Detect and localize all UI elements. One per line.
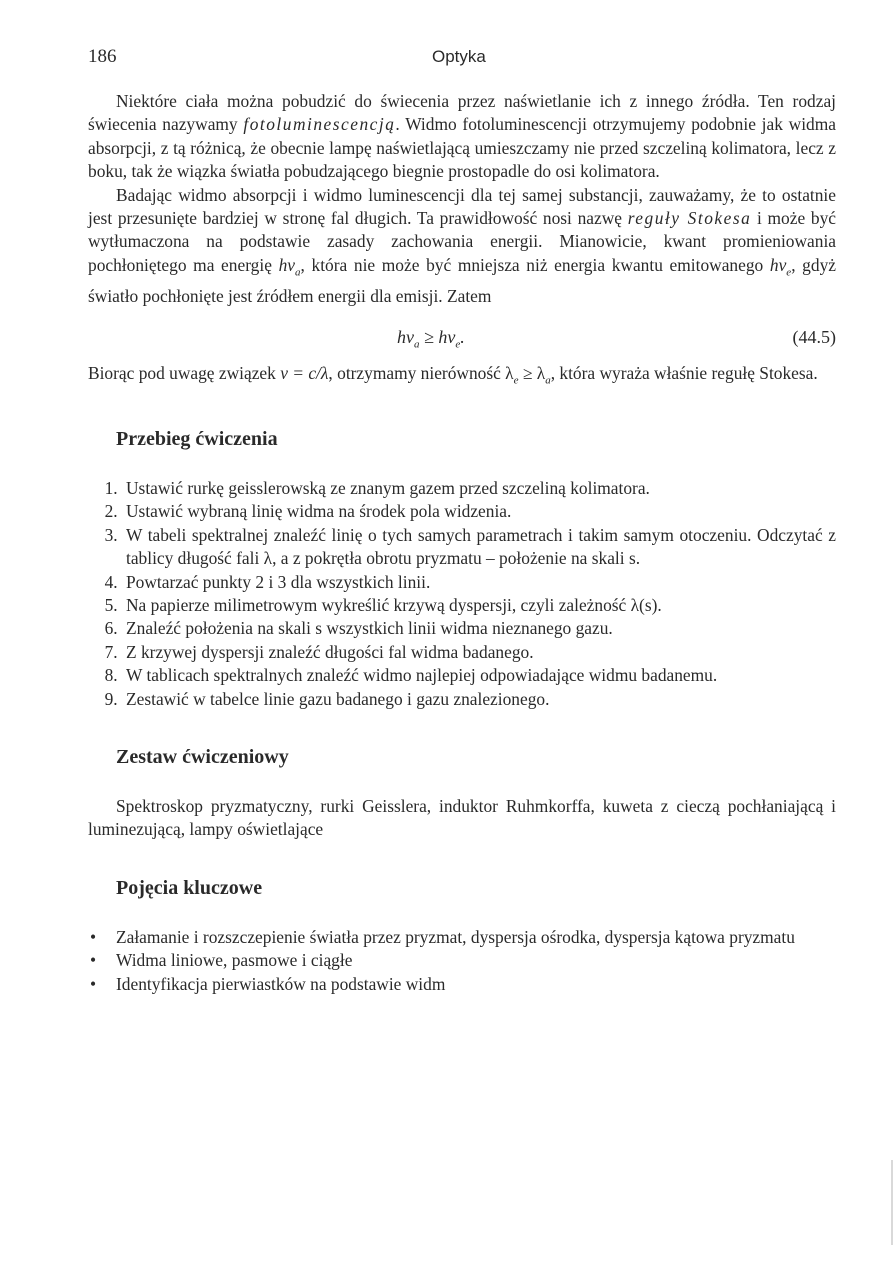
paragraph-inequality: Biorąc pod uwagę związek ν = c/λ, otrzymamy nierówność $\lambda_e \ge \lambda_a$, która wyraża właśnie regułę Stokesa.	[88, 363, 818, 387]
list-item: • Załamanie i rozszczepienie światła przez pryzmat, dyspersja ośrodka, dyspersja kątowa pryzmatu	[116, 926, 836, 949]
list-item: 3. W tabeli spektralnej znaleźć linię o tych samych parametrach i takim samym otoczeniu. Odczytać z tablicy długość fali λ, a z pokrętła obrotu pryzmatu – położenie na skali s.	[122, 524, 836, 571]
equation-number: (44.5)	[792, 327, 836, 348]
key-concepts-list	[88, 926, 836, 996]
running-head: Optyka	[432, 47, 486, 66]
procedure-steps-list	[88, 477, 836, 711]
paragraph-equipment: Spektroskop pryzmatyczny, rurki Geisslera, induktor Ruhmkorffa, kuweta z cieczą pochłaniającą i luminezującą, lampy oświetlające	[88, 796, 836, 840]
paragraph-stokes-rule: Badając widmo absorpcji i widmo luminescencji dla tej samej substancji, zauważamy, że to ostatnie jest przesunięte bardziej w stronę fal długich. Ta prawidłowość nosi nazwę reguły Stokesa i może być wytłumaczona na podstawie zasady zachowania energii. Mianowicie, kwant promieniowania pochłoniętego ma energię $h\nu_a$, która nie może być mniejsza niż energia kwantu emitowanego $h\nu_e$, gdyż światło pochłonięte jest źródłem energii dla emisji. Zatem	[88, 184, 836, 306]
list-item: 6. Znaleźć położenia na skali s wszystkich linii widma nieznanego gazu.	[122, 617, 836, 640]
list-item: 7. Z krzywej dyspersji znaleźć długości fal widma badanego.	[122, 641, 836, 664]
heading-zestaw-cwiczeniowy: Zestaw ćwiczeniowy	[116, 746, 289, 769]
term-fotoluminescencja: fotoluminescencją	[243, 114, 396, 135]
list-item: 1. Ustawić rurkę geisslerowską ze znanym gazem przed szczeliną kolimatora.	[122, 477, 836, 500]
page-content	[88, 90, 836, 996]
list-item: 4. Powtarzać punkty 2 i 3 dla wszystkich linii.	[122, 571, 836, 594]
list-item: 5. Na papierze milimetrowym wykreślić krzywą dyspersji, czyli zależność λ(s).	[122, 594, 836, 617]
bullet-icon: •	[90, 926, 97, 947]
list-item: 2. Ustawić wybraną linię widma na środek pola widzenia.	[122, 500, 836, 523]
heading-przebieg-cwiczenia: Przebieg ćwiczenia	[116, 428, 278, 450]
bullet-icon: •	[90, 950, 97, 971]
term-regula-stokesa: reguły Stokesa	[627, 208, 752, 229]
heading-pojecia-kluczowe: Pojęcia kluczowe	[116, 876, 263, 899]
equation-44-5	[88, 322, 836, 356]
equation-expression: $h\nu_a \ge h\nu_e$.	[397, 327, 465, 351]
list-item: • Widma liniowe, pasmowe i ciągłe	[116, 949, 836, 972]
bullet-icon: •	[90, 973, 97, 994]
list-item: 8. W tablicach spektralnych znaleźć widmo najlepiej odpowiadające widmu badanemu.	[122, 664, 836, 687]
list-item: 9. Zestawić w tabelce linie gazu badanego i gazu znalezionego.	[122, 688, 836, 711]
page-number: 186	[88, 46, 117, 67]
list-item: • Identyfikacja pierwiastków na podstawie widm	[116, 973, 836, 996]
paragraph-fotoluminescencja: Niektóre ciała można pobudzić do świecenia przez naświetlanie ich z innego źródła. Ten rodzaj świecenia nazywamy fotoluminescencją. Widmo fotoluminescencji otrzymujemy podobnie jak widma absorpcji, z tą różnicą, że obecnie lampę naświetlającą umieszczamy nie przed szczeliną kolimatora, lecz z boku, tak że wiązka światła pobudzającego biegnie prostopadle do osi kolimatora.	[88, 91, 836, 182]
